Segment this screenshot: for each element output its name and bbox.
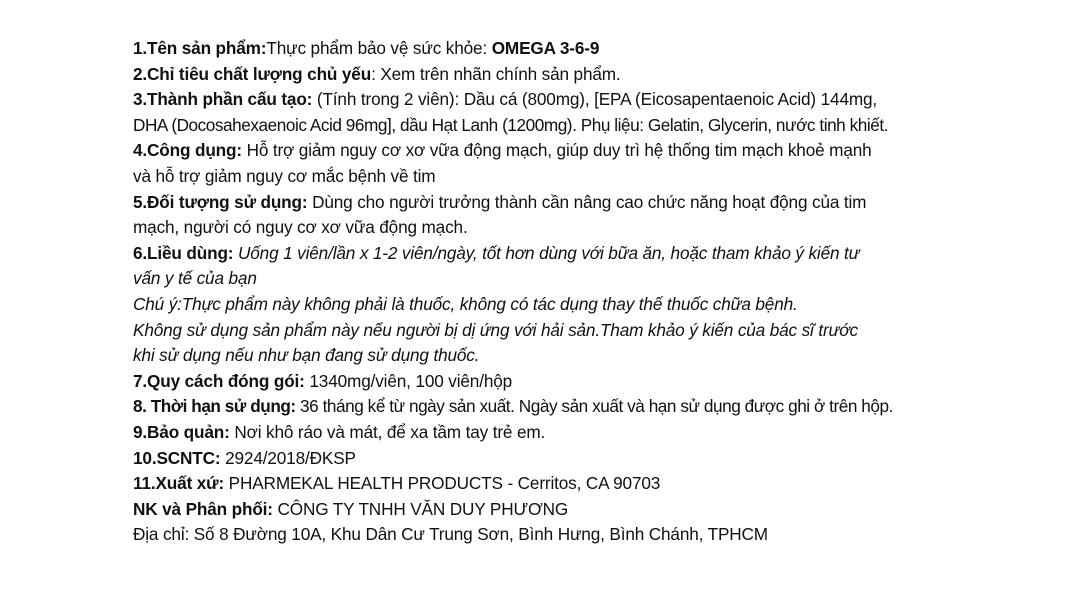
product-name: OMEGA 3-6-9 <box>491 38 600 58</box>
section-shelf-life <box>133 394 1040 420</box>
section-text: và hỗ trợ giảm nguy cơ mắc bệnh về tim <box>133 165 436 186</box>
section-text: Dùng cho người trưởng thành cần nâng cao chức năng hoạt động của tim <box>307 191 867 212</box>
section-heading: 10.SCNTC: <box>133 447 221 468</box>
note-text: khi sử dụng nếu như bạn đang sử dụng thuốc. <box>133 345 480 366</box>
warning-note-line-3 <box>133 343 1040 369</box>
section-quality-criteria <box>133 62 1040 88</box>
section-text: Thực phẩm bảo vệ sức khỏe: <box>266 38 492 58</box>
section-text: Uống 1 viên/lần x 1-2 viên/ngày, tốt hơn dùng với bữa ăn, hoặc tham khảo ý kiến tư <box>233 242 860 263</box>
section-uses <box>133 138 1040 164</box>
section-text: CÔNG TY TNHH VĂN DUY PHƯƠNG <box>272 498 569 519</box>
section-heading: NK và Phân phối: <box>133 498 273 519</box>
section-dosage-continued <box>133 266 1040 292</box>
section-text: DHA (Docosahexaenoic Acid 96mg], dầu Hạt Lanh (1200mg). Phụ liệu: Gelatin, Glycerin, nước tinh khiết. <box>133 114 889 135</box>
section-ingredients-continued <box>133 113 1040 139</box>
note-text: Không sử dụng sản phẩm này nếu người bị dị ứng với hải sản.Tham khảo ý kiến của bác sĩ trước <box>133 319 858 340</box>
section-dosage <box>133 241 1040 267</box>
note-text: Chú ý:Thực phẩm này không phải là thuốc, không có tác dụng thay thế thuốc chữa bệnh. <box>133 293 798 314</box>
section-address <box>133 522 1040 548</box>
section-text: 2924/2018/ĐKSP <box>220 447 356 468</box>
section-text: mạch, người có nguy cơ xơ vữa động mạch. <box>133 217 468 238</box>
section-packaging <box>133 369 1040 395</box>
section-heading: 5.Đối tượng sử dụng: <box>133 191 308 212</box>
section-distributor <box>133 497 1040 523</box>
section-heading: 2.Chỉ tiêu chất lượng chủ yếu <box>133 63 372 84</box>
section-registration <box>133 446 1040 472</box>
section-heading: 3.Thành phần cấu tạo: <box>133 89 313 110</box>
section-heading: 11.Xuất xứ: <box>133 473 225 494</box>
section-text: vấn y tế của bạn <box>133 268 257 289</box>
warning-note-line-2 <box>133 318 1040 344</box>
section-text: Nơi khô ráo và mát, để xa tầm tay trẻ em. <box>229 421 546 442</box>
section-heading: 9.Bảo quản: <box>133 421 230 442</box>
section-heading: 7.Quy cách đóng gói: <box>133 370 305 391</box>
section-text: Hỗ trợ giảm nguy cơ xơ vữa động mạch, giúp duy trì hệ thống tim mạch khoẻ mạnh <box>241 140 872 161</box>
section-text: : Xem trên nhãn chính sản phẩm. <box>371 63 621 84</box>
section-text: PHARMEKAL HEALTH PRODUCTS - Cerritos, CA 90703 <box>224 473 661 494</box>
section-origin <box>133 471 1040 497</box>
address-text: Địa chỉ: Số 8 Đường 10A, Khu Dân Cư Trung Sơn, Bình Hưng, Bình Chánh, TPHCM <box>133 524 768 545</box>
section-product-name <box>133 36 1040 62</box>
section-text: 1340mg/viên, 100 viên/hộp <box>304 370 513 391</box>
section-heading: 6.Liều dùng: <box>133 242 234 263</box>
section-storage <box>133 420 1040 446</box>
section-heading: 1.Tên sản phẩm: <box>133 38 267 58</box>
section-target-users <box>133 190 1040 216</box>
section-text: 36 tháng kể từ ngày sản xuất. Ngày sản xuất và hạn sử dụng được ghi ở trên hộp. <box>295 396 893 417</box>
section-target-users-continued <box>133 215 1040 241</box>
section-heading: 8. Thời hạn sử dụng: <box>133 396 296 417</box>
section-text: (Tính trong 2 viên): Dầu cá (800mg), [EPA (Eicosapentaenoic Acid) 144mg, <box>312 89 878 110</box>
section-ingredients <box>133 87 1040 113</box>
section-uses-continued <box>133 164 1040 190</box>
warning-note-line-1 <box>133 292 1040 318</box>
section-heading: 4.Công dụng: <box>133 140 242 161</box>
